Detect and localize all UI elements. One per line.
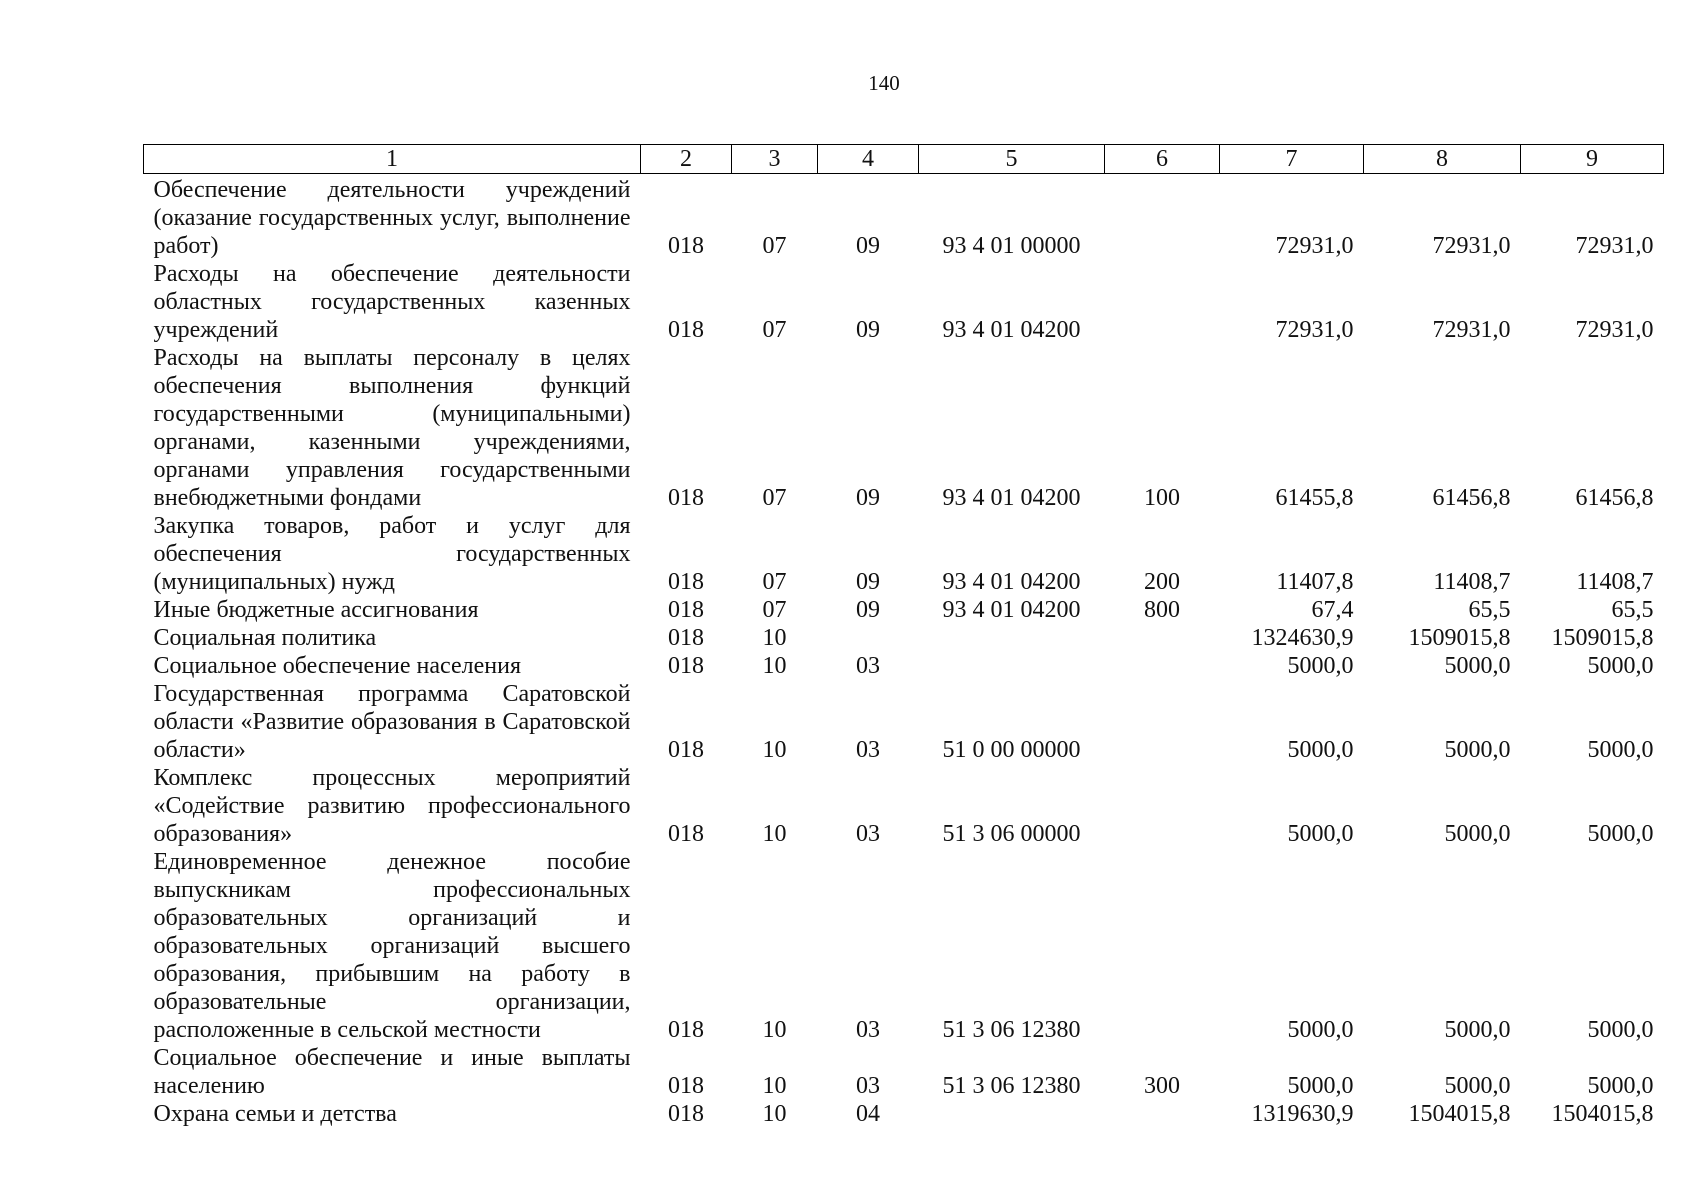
target-article-code bbox=[919, 1100, 1105, 1128]
column-header: 8 bbox=[1364, 145, 1521, 174]
table-row bbox=[144, 260, 1664, 344]
table-row bbox=[144, 1100, 1664, 1128]
row-name: Расходы на выплаты персоналу в целях обеспечения выполнения функций государственными (муниципальными) органами, казенными учреждениями, органами управления государственными внебюджетными фондами bbox=[153, 345, 631, 511]
table-row bbox=[144, 848, 1664, 1044]
section-code: 07 bbox=[762, 485, 787, 511]
amount-col-7: 1319630,9 bbox=[1251, 1101, 1354, 1127]
row-name: Социальная политика bbox=[153, 625, 377, 651]
expense-type-code bbox=[1105, 174, 1220, 261]
section-code: 07 bbox=[762, 597, 787, 623]
amount-col-8: 72931,0 bbox=[1432, 317, 1511, 343]
target-article-code: 51 0 00 00000 bbox=[942, 737, 1081, 763]
table-body bbox=[144, 174, 1664, 1129]
target-article-code: 51 3 06 00000 bbox=[942, 821, 1081, 847]
target-article-code: 93 4 01 04200 bbox=[942, 317, 1081, 343]
amount-col-9: 1504015,8 bbox=[1551, 1101, 1654, 1127]
target-article-code bbox=[919, 652, 1105, 680]
row-name: Иные бюджетные ассигнования bbox=[153, 597, 479, 623]
ministry-code: 018 bbox=[668, 597, 704, 623]
table-row bbox=[144, 512, 1664, 596]
amount-col-7: 1324630,9 bbox=[1251, 625, 1354, 651]
section-code: 10 bbox=[762, 821, 787, 847]
column-header: 3 bbox=[732, 145, 818, 174]
ministry-code: 018 bbox=[668, 233, 704, 259]
amount-col-8: 5000,0 bbox=[1444, 1073, 1511, 1099]
row-name: Закупка товаров, работ и услуг для обеспечения государственных (муниципальных) нужд bbox=[153, 513, 631, 595]
amount-col-9: 1509015,8 bbox=[1551, 625, 1654, 651]
subsection-code: 09 bbox=[856, 485, 880, 511]
ministry-code: 018 bbox=[668, 653, 704, 679]
column-header: 1 bbox=[144, 145, 641, 174]
amount-col-7: 5000,0 bbox=[1287, 653, 1354, 679]
amount-col-7: 67,4 bbox=[1311, 597, 1354, 623]
amount-col-8: 5000,0 bbox=[1444, 737, 1511, 763]
subsection-code: 03 bbox=[856, 1017, 880, 1043]
row-name: Государственная программа Саратовской области «Развитие образования в Саратовской области» bbox=[153, 681, 631, 763]
amount-col-7: 11407,8 bbox=[1276, 569, 1354, 595]
section-code: 07 bbox=[762, 569, 787, 595]
column-header: 6 bbox=[1105, 145, 1220, 174]
amount-col-8: 5000,0 bbox=[1444, 653, 1511, 679]
amount-col-8: 61456,8 bbox=[1432, 485, 1511, 511]
table-row bbox=[144, 596, 1664, 624]
ministry-code: 018 bbox=[668, 625, 704, 651]
subsection-code: 09 bbox=[856, 233, 880, 259]
expense-type-code bbox=[1105, 652, 1220, 680]
section-code: 10 bbox=[762, 1017, 787, 1043]
table-row bbox=[144, 764, 1664, 848]
section-code: 10 bbox=[762, 625, 787, 651]
expense-type-code: 100 bbox=[1144, 485, 1180, 511]
amount-col-9: 5000,0 bbox=[1587, 821, 1654, 847]
table-row bbox=[144, 174, 1664, 261]
amount-col-7: 72931,0 bbox=[1275, 233, 1354, 259]
target-article-code bbox=[919, 624, 1105, 652]
section-code: 10 bbox=[762, 1101, 787, 1127]
amount-col-7: 5000,0 bbox=[1287, 1073, 1354, 1099]
table-row bbox=[144, 680, 1664, 764]
ministry-code: 018 bbox=[668, 1017, 704, 1043]
row-name: Охрана семьи и детства bbox=[153, 1101, 397, 1127]
row-name: Расходы на обеспечение деятельности областных государственных казенных учреждений bbox=[153, 261, 631, 343]
target-article-code: 93 4 01 04200 bbox=[942, 597, 1081, 623]
budget-table bbox=[143, 144, 1664, 1128]
ministry-code: 018 bbox=[668, 1073, 704, 1099]
subsection-code bbox=[818, 624, 919, 652]
target-article-code: 93 4 01 04200 bbox=[942, 569, 1081, 595]
ministry-code: 018 bbox=[668, 821, 704, 847]
page-number: 140 bbox=[868, 71, 900, 95]
expense-type-code bbox=[1105, 680, 1220, 764]
amount-col-8: 11408,7 bbox=[1433, 569, 1511, 595]
amount-col-8: 1504015,8 bbox=[1408, 1101, 1511, 1127]
row-name: Комплекс процессных мероприятий «Содействие развитию профессионального образования» bbox=[153, 765, 631, 847]
subsection-code: 09 bbox=[856, 317, 880, 343]
ministry-code: 018 bbox=[668, 1101, 704, 1127]
subsection-code: 04 bbox=[856, 1101, 880, 1127]
amount-col-9: 65,5 bbox=[1611, 597, 1654, 623]
table-row bbox=[144, 624, 1664, 652]
subsection-code: 03 bbox=[856, 1073, 880, 1099]
ministry-code: 018 bbox=[668, 485, 704, 511]
amount-col-7: 5000,0 bbox=[1287, 821, 1354, 847]
row-name: Единовременное денежное пособие выпускникам профессиональных образовательных организаций и образовательных организаций высшего образования, прибывшим на работу в образовательные организации, расположенные в сельской местности bbox=[153, 849, 631, 1043]
ministry-code: 018 bbox=[668, 317, 704, 343]
amount-col-9: 72931,0 bbox=[1575, 317, 1654, 343]
table-row bbox=[144, 344, 1664, 512]
row-name: Социальное обеспечение и иные выплаты населению bbox=[153, 1045, 631, 1099]
target-article-code: 93 4 01 04200 bbox=[942, 485, 1081, 511]
amount-col-9: 5000,0 bbox=[1587, 653, 1654, 679]
amount-col-8: 5000,0 bbox=[1444, 821, 1511, 847]
subsection-code: 03 bbox=[856, 821, 880, 847]
subsection-code: 03 bbox=[856, 737, 880, 763]
row-name: Социальное обеспечение населения bbox=[153, 653, 521, 679]
expense-type-code: 800 bbox=[1144, 597, 1180, 623]
column-header: 7 bbox=[1220, 145, 1364, 174]
expense-type-code bbox=[1105, 624, 1220, 652]
amount-col-8: 65,5 bbox=[1468, 597, 1511, 623]
section-code: 07 bbox=[762, 233, 787, 259]
amount-col-9: 61456,8 bbox=[1575, 485, 1654, 511]
amount-col-7: 5000,0 bbox=[1287, 1017, 1354, 1043]
amount-col-8: 72931,0 bbox=[1432, 233, 1511, 259]
column-header: 2 bbox=[641, 145, 732, 174]
column-header: 5 bbox=[919, 145, 1105, 174]
expense-type-code: 200 bbox=[1144, 569, 1180, 595]
expense-type-code bbox=[1105, 848, 1220, 1044]
target-article-code: 93 4 01 00000 bbox=[942, 233, 1081, 259]
subsection-code: 09 bbox=[856, 597, 880, 623]
amount-col-7: 72931,0 bbox=[1275, 317, 1354, 343]
target-article-code: 51 3 06 12380 bbox=[942, 1073, 1081, 1099]
amount-col-9: 5000,0 bbox=[1587, 1017, 1654, 1043]
section-code: 07 bbox=[762, 317, 787, 343]
amount-col-8: 1509015,8 bbox=[1408, 625, 1511, 651]
ministry-code: 018 bbox=[668, 569, 704, 595]
amount-col-8: 5000,0 bbox=[1444, 1017, 1511, 1043]
table-row bbox=[144, 652, 1664, 680]
section-code: 10 bbox=[762, 1073, 787, 1099]
table-row bbox=[144, 1044, 1664, 1100]
amount-col-9: 5000,0 bbox=[1587, 1073, 1654, 1099]
amount-col-7: 5000,0 bbox=[1287, 737, 1354, 763]
row-name: Обеспечение деятельности учреждений (оказание государственных услуг, выполнение работ) bbox=[153, 177, 631, 259]
subsection-code: 03 bbox=[856, 653, 880, 679]
amount-col-7: 61455,8 bbox=[1275, 485, 1354, 511]
expense-type-code bbox=[1105, 1100, 1220, 1128]
expense-type-code bbox=[1105, 260, 1220, 344]
section-code: 10 bbox=[762, 737, 787, 763]
amount-col-9: 5000,0 bbox=[1587, 737, 1654, 763]
column-number-header-row bbox=[144, 145, 1664, 174]
column-header: 4 bbox=[818, 145, 919, 174]
subsection-code: 09 bbox=[856, 569, 880, 595]
target-article-code: 51 3 06 12380 bbox=[942, 1017, 1081, 1043]
ministry-code: 018 bbox=[668, 737, 704, 763]
amount-col-9: 72931,0 bbox=[1575, 233, 1654, 259]
column-header: 9 bbox=[1521, 145, 1664, 174]
section-code: 10 bbox=[762, 653, 787, 679]
amount-col-9: 11408,7 bbox=[1576, 569, 1654, 595]
expense-type-code bbox=[1105, 764, 1220, 848]
expense-type-code: 300 bbox=[1144, 1073, 1180, 1099]
